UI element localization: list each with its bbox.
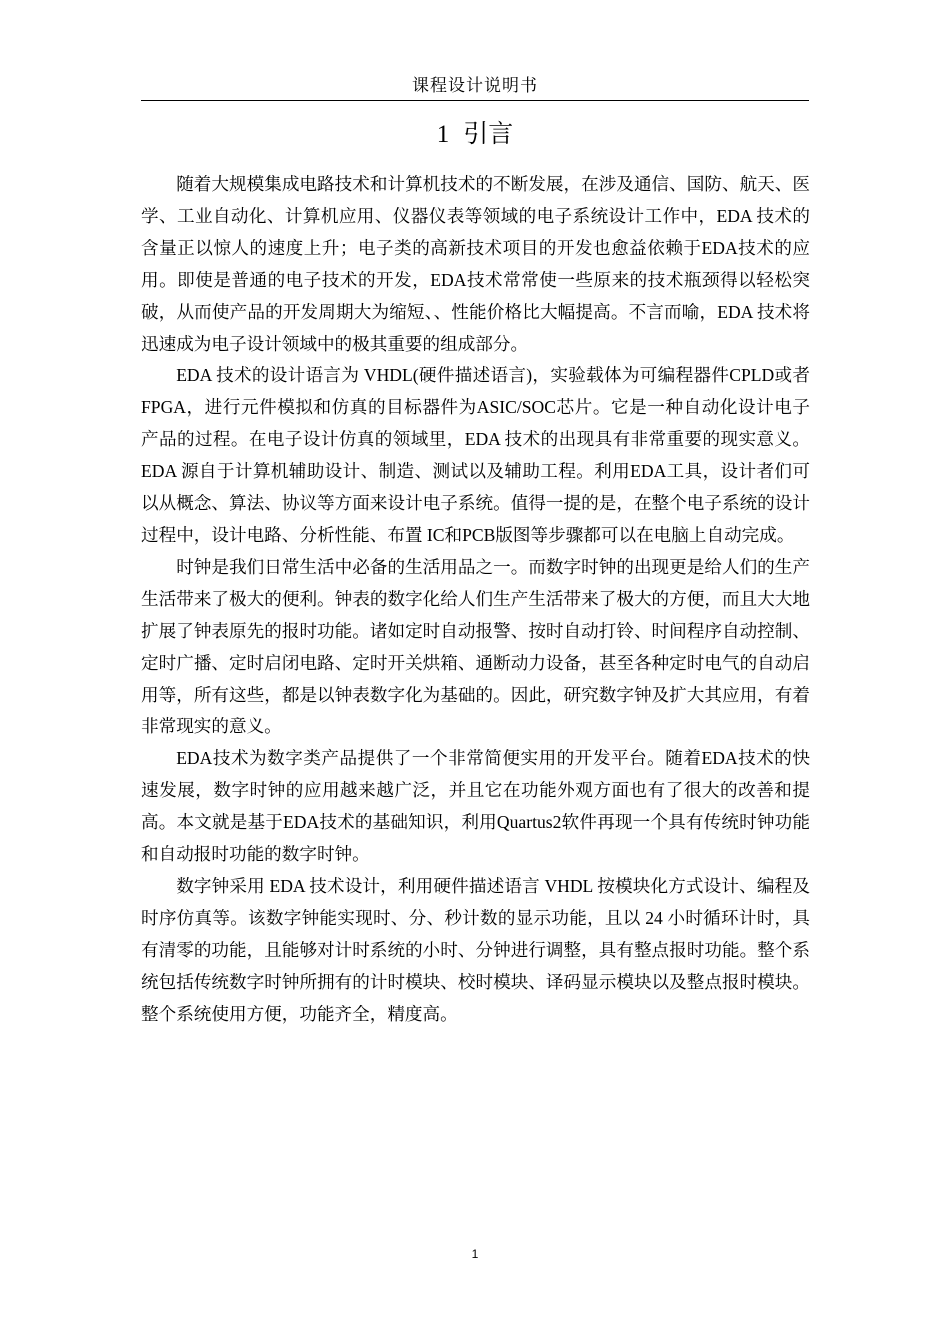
paragraph: EDA技术为数字类产品提供了一个非常简便实用的开发平台。随着EDA技术的快速发展，数字时钟的应用越来越广泛，并且它在功能外观方面也有了很大的改善和提高。本文就是基于EDA技术的基础知识，利用Quartus2软件再现一个具有传统时钟功能和自动报时功能的数字时钟。 — [141, 748, 810, 865]
section-number: 1 — [436, 121, 450, 148]
header-divider — [141, 100, 809, 101]
section-heading — [141, 114, 809, 155]
page-number: 1 — [471, 1247, 479, 1261]
paragraph: 随着大规模集成电路技术和计算机技术的不断发展，在涉及通信、国防、航天、医学、工业自动化、计算机应用、仪器仪表等领域的电子系统设计工作中，EDA 技术的含量正以惊人的速度上升；电子类的高新技术项目的开发也愈益依赖于EDA技术的应用。即使是普通的电子技术的开发，EDA技术常常使一些原来的技术瓶颈得以轻松突破，从而使产品的开发周期大为缩短、、性能价格比大幅提高。不言而喻，EDA 技术将迅速成为电子设计领域中的极其重要的组成部分。 — [141, 174, 810, 354]
paragraph: 时钟是我们日常生活中必备的生活用品之一。而数字时钟的出现更是给人们的生产生活带来了极大的便利。钟表的数字化给人们生产生活带来了极大的方便，而且大大地扩展了钟表原先的报时功能。诸如定时自动报警、按时自动打铃、时间程序自动控制、定时广播、定时启闭电路、定时开关烘箱、通断动力设备，甚至各种定时电气的自动启用等，所有这些，都是以钟表数字化为基础的。因此，研究数字钟及扩大其应用，有着非常现实的意义。 — [141, 556, 810, 737]
running-header: 课程设计说明书 — [412, 76, 538, 96]
body-text — [141, 169, 810, 1030]
section-title-text: 引言 — [463, 119, 514, 148]
paragraph: 数字钟采用 EDA 技术设计，利用硬件描述语言 VHDL 按模块化方式设计、编程及时序仿真等。该数字钟能实现时、分、秒计数的显示功能，且以 24 小时循环计时，具有清零的功能，且能够对计时系统的小时、分钟进行调整，具有整点报时功能。整个系统包括传统数字时钟所拥有的计时模块、校时模块、译码显示模块以及整点报时模块。整个系统使用方便，功能齐全，精度高。 — [141, 875, 810, 1024]
paragraph: EDA 技术的设计语言为 VHDL(硬件描述语言)，实验载体为可编程器件CPLD或者FPGA，进行元件模拟和仿真的目标器件为ASIC/SOC芯片。它是一种自动化设计电子产品的过程。在电子设计仿真的领域里，EDA 技术的出现具有非常重要的现实意义。EDA 源自于计算机辅助设计、制造、测试以及辅助工程。利用EDA工具，设计者们可以从概念、算法、协议等方面来设计电子系统。值得一提的是，在整个电子系统的设计过程中，设计电路、分析性能、布置 IC和PCB版图等步骤都可以在电脑上自动完成。 — [141, 365, 810, 545]
